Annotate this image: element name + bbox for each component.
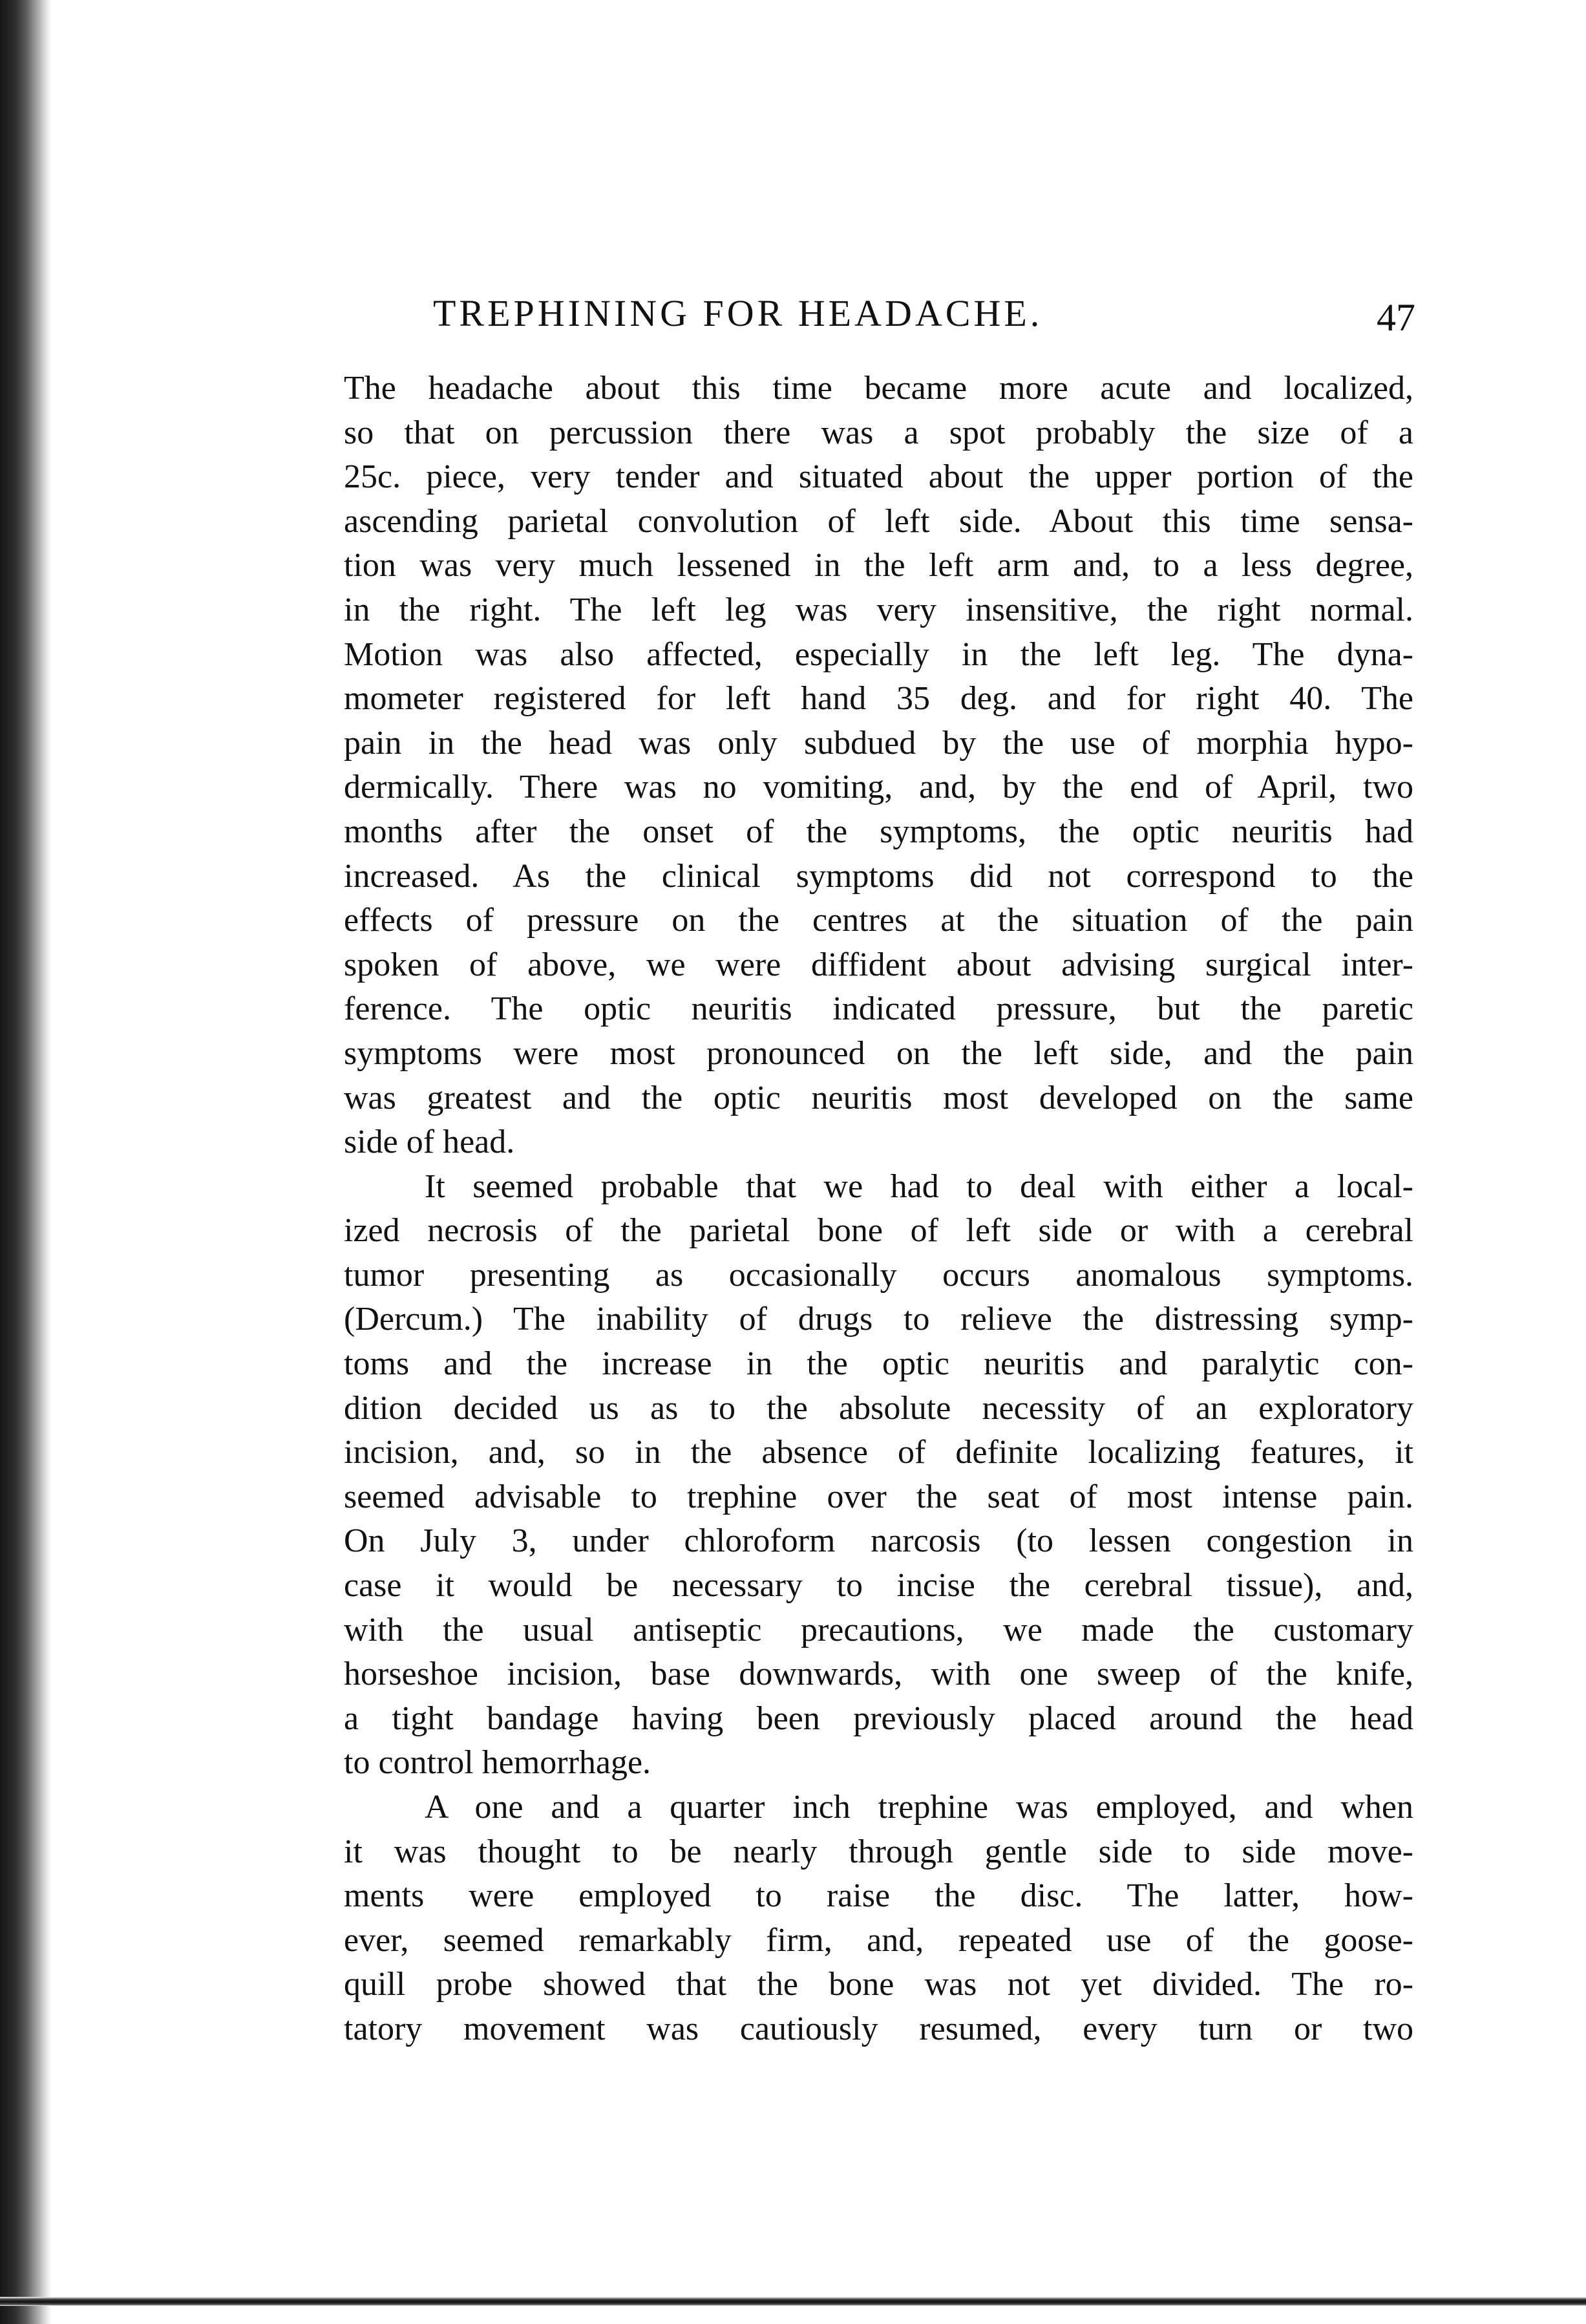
text-line: months after the onset of the symptoms, the optic neuritis had (344, 813, 1413, 850)
text-line: spoken of above, we were diffident about advising surgical inter- (344, 946, 1413, 983)
text-line: case it would be necessary to incise the cerebral tissue), and, (344, 1567, 1413, 1604)
text-line: so that on percussion there was a spot probably the size of a (344, 414, 1413, 451)
text-line: a tight bandage having been previously placed around the head (344, 1700, 1413, 1737)
text-line: ized necrosis of the parietal bone of left side or with a cerebral (344, 1212, 1413, 1250)
text-line: dermically. There was no vomiting, and, by the end of April, two (344, 769, 1413, 806)
text-line: to control hemorrhage. (344, 1744, 651, 1782)
text-line: with the usual antiseptic precautions, we made the customary (344, 1611, 1413, 1648)
text-line: ever, seemed remarkably firm, and, repeated use of the goose- (344, 1921, 1413, 1959)
text-line: tumor presenting as occasionally occurs anomalous symptoms. (344, 1256, 1413, 1294)
text-line: mometer registered for left hand 35 deg. and for right 40. The (344, 680, 1413, 718)
text-line: ascending parietal convolution of left side. About this time sensa- (344, 502, 1413, 540)
text-line: effects of pressure on the centres at the situation of the pain (344, 902, 1413, 939)
text-line: it was thought to be nearly through gentle side to side move- (344, 1833, 1413, 1870)
body-text (344, 367, 1413, 2052)
text-line: quill probe showed that the bone was not yet divided. The ro- (344, 1966, 1413, 2003)
text-line: The headache about this time became more acute and localized, (344, 370, 1413, 407)
text-line: ments were employed to raise the disc. The latter, how- (344, 1877, 1413, 1915)
text-line: in the right. The left leg was very insensitive, the right normal. (344, 591, 1413, 628)
text-line: On July 3, under chloroform narcosis (to lessen congestion in (344, 1522, 1413, 1560)
text-line: dition decided us as to the absolute necessity of an exploratory (344, 1389, 1413, 1427)
text-line: tion was very much lessened in the left arm and, to a less degree, (344, 547, 1413, 584)
scan-bottom-edge (0, 2297, 1586, 2306)
paragraph-first-line: It seemed probable that we had to deal with either a local- (425, 1167, 1413, 1205)
paragraph-first-line: A one and a quarter inch trephine was employed, and when (425, 1789, 1413, 1826)
text-line: 25c. piece, very tender and situated about the upper portion of the (344, 458, 1413, 496)
text-line: seemed advisable to trephine over the seat of most intense pain. (344, 1478, 1413, 1515)
text-line: horseshoe incision, base downwards, with one sweep of the knife, (344, 1656, 1413, 1693)
page-number: 47 (1377, 296, 1415, 339)
text-line: increased. As the clinical symptoms did not correspond to the (344, 857, 1413, 895)
text-line: toms and the increase in the optic neuritis and paralytic con- (344, 1345, 1413, 1383)
page-header (343, 279, 1415, 350)
text-line: side of head. (344, 1124, 515, 1161)
text-line: Motion was also affected, especially in the left leg. The dyna- (344, 635, 1413, 673)
text-line: was greatest and the optic neuritis most developed on the same (344, 1079, 1413, 1116)
text-line: symptoms were most pronounced on the left side, and the pain (344, 1034, 1413, 1072)
text-line: pain in the head was only subdued by the use of morphia hypo- (344, 724, 1413, 762)
text-line: (Dercum.) The inability of drugs to relieve the distressing symp- (344, 1301, 1413, 1338)
text-line: ference. The optic neuritis indicated pressure, but the paretic (344, 990, 1413, 1028)
running-title: TREPHINING FOR HEADACHE. (433, 292, 1043, 334)
text-line: tatory movement was cautiously resumed, every turn or two (344, 2010, 1413, 2047)
scan-binding-edge (0, 0, 52, 2324)
text-line: incision, and, so in the absence of definite localizing features, it (344, 1434, 1413, 1471)
